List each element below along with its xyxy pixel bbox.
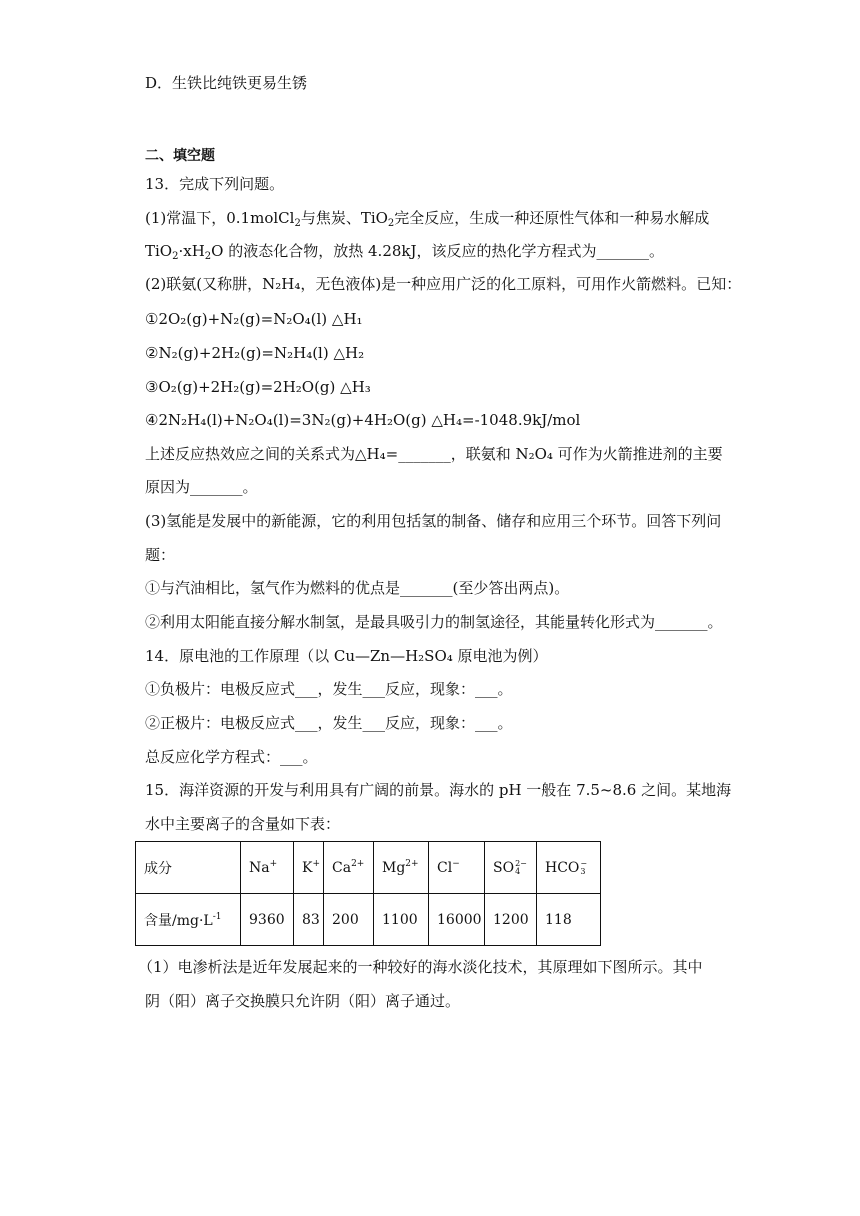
ion-cell-k: K+ [294,842,324,894]
ion-cell-cl: Cl− [429,842,485,894]
q13-para-9: ②利用太阳能直接分解水制氢，是最具吸引力的制氢途径，其能量转化形式为_______。 [145,613,723,631]
value-cell-mg: 1100 [374,894,429,946]
q14-line-1: ①负极片：电极反应式___，发生___反应，现象：___。 [145,680,513,698]
q13-para-2: $TiO_2\cdot xH_2O$ 的液态化合物，放热 4.28kJ，该反应的热化学方程式为_______。 [145,242,665,262]
q13-p1c: 完全反应，生成一种还原性气体和一种易水解成 [394,209,710,227]
q13-equation-4: ④2N₂H₄(l)+N₂O₄(l)=3N₂(g)+4H₂O(g) △H₄=-1048.9kJ/mol [145,411,581,429]
q14-line-2: ②正极片：电极反应式___，发生___反应，现象：___。 [145,714,513,732]
q13-p2c: O 的液态化合物，放热 4.28kJ，该反应的热化学方程式为_______。 [211,242,665,260]
q13-para-7: 题： [145,546,176,564]
ion-content-table [135,841,601,946]
section-title: 二、填空题 [145,148,215,164]
q13-title: 13．完成下列问题。 [145,175,285,193]
q13-para-4: 上述反应热效应之间的关系式为△H₄=_______，联氨和 N₂O₄ 可作为火箭推进剂的主要 [145,445,723,463]
q15-line-3: （1）电渗析法是近年发展起来的一种较好的海水淡化技术，其原理如下图所示。其中 [138,958,703,976]
q13-p1b: 与焦炭、TiO [300,209,388,227]
q13-p2a: TiO [145,242,173,260]
q15-line-1: 15．海洋资源的开发与利用具有广阔的前景。海水的 pH 一般在 7.5~8.6 之间。某地海 [145,781,732,799]
q13-equation-3: ③O₂(g)+2H₂(g)=2H₂O(g) △H₃ [145,378,371,396]
q13-p2b: ·xH [178,242,205,260]
q13-para-1: (1)常温下，0.1molCl$_2$与焦炭、TiO$_2$完全反应，生成一种还原性气体和一种易水解成 [145,209,710,229]
ion-cell-ca: $Ca^{2+}$ [324,842,374,894]
q15-line-2: 水中主要离子的含量如下表： [145,815,341,833]
value-cell-na: 9360 [241,894,294,946]
q14-line-3: 总反应化学方程式：___。 [145,748,318,766]
value-cell-so4: 1200 [485,894,537,946]
q13-equation-2: ②N₂(g)+2H₂(g)=N₂H₄(l) △H₂ [145,344,365,362]
q13-p1a: (1)常温下，0.1molCl [145,209,295,227]
ion-cell-so4: SO2− 4 [485,842,537,894]
value-cell-k: 83 [294,894,324,946]
q13-para-8: ①与汽油相比，氢气作为燃料的优点是_______(至少答出两点)。 [145,579,570,597]
table-row-ions [136,842,601,894]
header-cell-content: 含量$/mg\cdot L^{-1}$ [136,894,241,946]
q13-para-6: (3)氢能是发展中的新能源，它的利用包括氢的制备、储存和应用三个环节。回答下列问 [145,512,722,530]
ion-cell-na: Na+ [241,842,294,894]
table-row-values [136,894,601,946]
header-cell-component: 成分 [136,842,241,894]
q13-equation-1: ①2O₂(g)+N₂(g)=N₂O₄(l) △H₁ [145,310,363,328]
q13-para-5: 原因为_______。 [145,478,258,496]
q14-title: 14．原电池的工作原理（以 Cu—Zn—H₂SO₄ 原电池为例） [145,647,548,665]
value-cell-cl: 16000 [429,894,485,946]
option-d: D．生铁比纯铁更易生锈 [145,74,308,92]
ion-cell-mg: $Mg^{2+}$ [374,842,429,894]
q15-line-4: 阴（阳）离子交换膜只允许阴（阳）离子通过。 [145,992,461,1010]
value-cell-ca: 200 [324,894,374,946]
ion-cell-hco3: HCO− 3 [537,842,601,894]
q13-para-3: (2)联氨(又称肼，N₂H₄，无色液体)是一种应用广泛的化工原料，可用作火箭燃料。已知： [145,275,742,293]
value-cell-hco3: 118 [537,894,601,946]
